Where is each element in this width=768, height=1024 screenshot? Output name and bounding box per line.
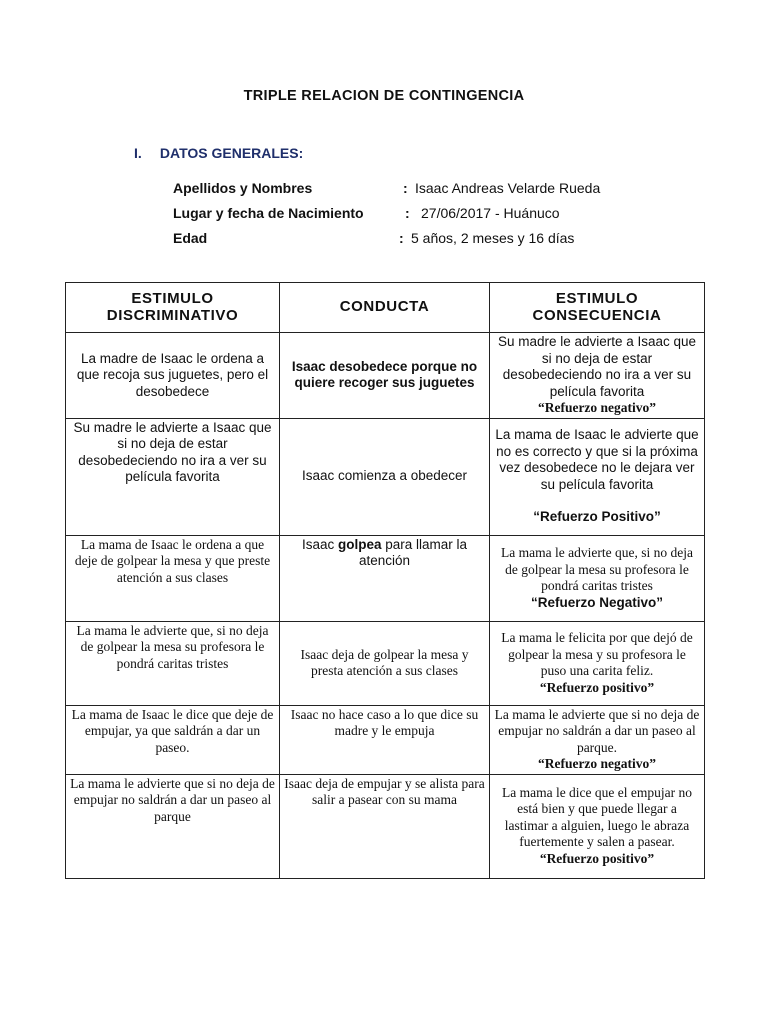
cell-conducta: Isaac no hace caso a lo que dice su madre y le empuja xyxy=(280,705,490,774)
info-value: Isaac Andreas Velarde Rueda xyxy=(415,180,601,196)
cell-estimulo: La mama le advierte que si no deja de empujar no saldrán a dar un paseo al parque xyxy=(66,774,280,878)
header-conducta: CONDUCTA xyxy=(280,283,490,333)
document-title: TRIPLE RELACION DE CONTINGENCIA xyxy=(243,88,525,104)
cell-conducta: Isaac comienza a obedecer xyxy=(280,418,490,535)
cell-conducta: Isaac deja de golpear la mesa y presta atención a sus clases xyxy=(280,621,490,705)
info-value: 27/06/2017 - Huánuco xyxy=(421,205,560,221)
refuerzo-label: “Refuerzo positivo” xyxy=(539,850,655,866)
cell-consecuencia xyxy=(490,535,705,621)
cell-estimulo: Su madre le advierte a Isaac que si no deja de estar desobedeciendo no ira a ver su película favorita xyxy=(66,418,280,535)
conducta-pre: Isaac xyxy=(301,536,335,552)
info-colon: : xyxy=(405,205,410,221)
cell-consecuencia xyxy=(490,333,705,419)
consecuencia-text: La mama de Isaac le advierte que no es correcto y que si la próxima vez desobedece no le dejara ver su película favorita xyxy=(495,427,699,492)
consecuencia-text: Su madre le advierte a Isaac que si no deja de estar desobedeciendo no ira a ver su película favorita xyxy=(497,334,697,399)
conducta-post: para llamar la atención xyxy=(358,536,468,568)
cell-estimulo: La mama de Isaac le ordena a que deje de golpear la mesa y que preste atención a sus clases xyxy=(66,535,280,621)
section-label: DATOS GENERALES: xyxy=(159,145,304,161)
table-row xyxy=(66,535,705,621)
section-number: I. xyxy=(134,145,142,161)
cell-conducta xyxy=(280,535,490,621)
contingency-table xyxy=(65,282,705,879)
table-row xyxy=(66,418,705,535)
cell-consecuencia xyxy=(490,621,705,705)
table-row xyxy=(66,621,705,705)
consecuencia-text: La mama le advierte que si no deja de empujar no saldrán a dar un paseo al parque. xyxy=(494,706,700,755)
info-label: Lugar y fecha de Nacimiento xyxy=(173,205,364,221)
cell-estimulo: La mama de Isaac le dice que deje de empujar, ya que saldrán a dar un paseo. xyxy=(66,705,280,774)
info-colon: : xyxy=(403,180,408,196)
consecuencia-text: La mama le felicita por que dejó de golpear la mesa y su profesora le puso una carita feliz. xyxy=(501,630,693,678)
table-row xyxy=(66,333,705,419)
refuerzo-label: “Refuerzo negativo” xyxy=(537,400,657,415)
consecuencia-text: La mama le advierte que, si no deja de golpear la mesa su profesora le pondrá caritas tristes xyxy=(501,545,693,593)
refuerzo-label: “Refuerzo Positivo” xyxy=(533,509,661,525)
info-label: Edad xyxy=(173,230,208,246)
section-heading xyxy=(134,145,303,161)
table-row xyxy=(66,774,705,878)
header-estimulo-consecuencia: ESTIMULO CONSECUENCIA xyxy=(490,283,705,333)
cell-estimulo: La madre de Isaac le ordena a que recoja sus juguetes, pero el desobedece xyxy=(66,333,280,419)
cell-conducta: Isaac deja de empujar y se alista para salir a pasear con su mama xyxy=(280,774,490,878)
cell-consecuencia xyxy=(490,418,705,535)
cell-estimulo: La mama le advierte que, si no deja de golpear la mesa su profesora le pondrá caritas tristes xyxy=(66,621,280,705)
table-row xyxy=(66,705,705,774)
table-header-row xyxy=(66,283,705,333)
cell-conducta: Isaac desobedece porque no quiere recoger sus juguetes xyxy=(280,333,490,419)
header-estimulo-discriminativo: ESTIMULO DISCRIMINATIVO xyxy=(66,283,280,333)
cell-consecuencia xyxy=(490,705,705,774)
info-value: 5 años, 2 meses y 16 días xyxy=(411,230,575,246)
refuerzo-label: “Refuerzo Negativo” xyxy=(530,594,664,610)
cell-consecuencia xyxy=(490,774,705,878)
info-colon: : xyxy=(399,230,404,246)
refuerzo-label: “Refuerzo positivo” xyxy=(539,679,655,695)
consecuencia-text: La mama le dice que el empujar no está bien y que puede llegar a lastimar a alguien, luego le abraza fuertemente y salen a pasear. xyxy=(501,784,693,850)
info-label: Apellidos y Nombres xyxy=(173,180,313,196)
conducta-bold: golpea xyxy=(337,536,382,552)
refuerzo-label: “Refuerzo negativo” xyxy=(537,756,657,771)
